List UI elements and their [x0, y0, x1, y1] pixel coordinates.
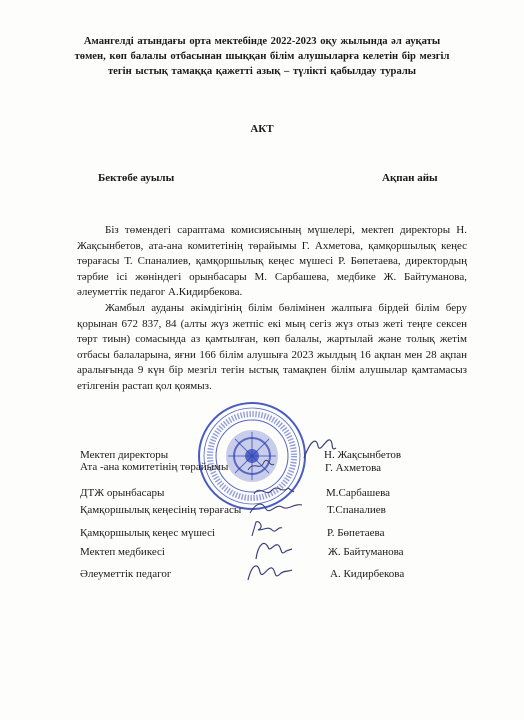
signatory-name-2: Г. Ахметова: [325, 462, 381, 474]
signatory-name-3: М.Сарбашева: [326, 487, 391, 499]
location-label: Бектөбе ауылы: [98, 172, 175, 184]
paragraph-commission: Біз төмендегі сараптама комисиясының мүшелері, мектеп директоры Н. Жақсынбетов, ата-ана комитетінің төрайымы Г. Ахметова, қамқоршылық кеңес төрағасы Т. Спаналиев, қамқоршылық кеңес мүшесі Р. Бөпетаева, директордың тәрбие ісі жөніндегі орынбасары М. Сарбашева, медбике Ж. Байтуманова, әлеуметтік педагог А.Кидирбекова.: [77, 224, 467, 299]
signatory-role-6: Мектеп медбикесі: [80, 546, 165, 558]
signatory-role-2: Ата -ана комитетінің төрайымы: [80, 461, 229, 473]
signatory-role-1: Мектеп директоры: [80, 449, 169, 461]
signature-social-pedagogue: [244, 558, 294, 586]
signatory-role-7: Әлеуметтік педагог: [80, 568, 172, 580]
signatory-name-6: Ж. Байтуманова: [328, 546, 404, 558]
signatory-name-4: Т.Спаналиев: [327, 504, 386, 516]
signature-committee-chair: [246, 454, 276, 476]
signatory-role-3: ДТЖ орынбасары: [80, 487, 165, 499]
signatory-role-4: Қамқоршылық кеңесінің төрағасы: [80, 504, 242, 516]
signature-director: [300, 432, 340, 462]
signatory-role-5: Қамқоршылық кеңес мүшесі: [80, 527, 216, 539]
signatory-name-7: А. Кидирбекова: [330, 568, 405, 580]
document-title: Амангелді атындағы орта мектебінде 2022-2023 оқу жылында әл ауқаты төмен, көп балалы отбасынан шыққан білім алушыларға келетін бір мезгіл тегін ыстық тамаққа қажетті азық – түлікті қабылдау туралы: [74, 36, 450, 78]
date-label: Ақпан айы: [382, 172, 438, 184]
paragraph-statement: Жамбыл ауданы әкімдігінің білім бөлімінен жалпыға бірдей білім беру қорынан 672 837, 84 (алты жүз жетпіс екі мың сегіз жүз отыз жеті теңге сексен төрт тиын) сомасында аз қамтылған, көп балалы, жартылай және толық жетім отбасы балаларына, яғни 166 білім алушыға 2023 жылдың 16 ақпан мен 28 ақпан аралығында 9 күн бір мезгіл тегін ыстық тамақпен білім алушылар қамтамасыз етілгенін растап қол қоямыз.: [77, 301, 467, 392]
document-type-heading: АКТ: [250, 123, 274, 135]
signatory-name-5: Р. Бөпетаева: [327, 527, 385, 539]
signatory-name-1: Н. Жақсынбетов: [324, 449, 402, 461]
signature-board-chair: [248, 497, 304, 519]
body-text: [77, 223, 467, 395]
